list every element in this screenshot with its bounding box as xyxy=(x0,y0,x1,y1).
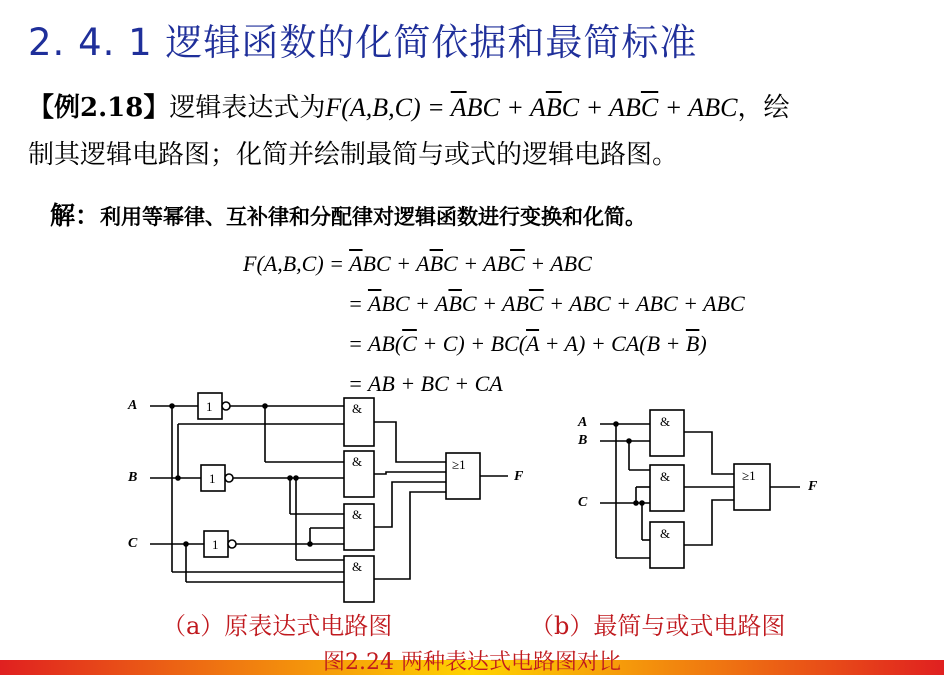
example-tag: 【例2.18】 xyxy=(28,93,170,123)
derivation-line-1: $F(A,B,C) = \overline{A}BC + A\overline{B}C + AB\overline{C}$ + ABC xyxy=(243,251,592,276)
page-title: 2. 4. 1 逻辑函数的化简依据和最简标准 xyxy=(28,21,698,64)
output-label-b: F xyxy=(808,479,818,494)
not-label-b: 1 xyxy=(209,471,216,486)
derivation-line-4: = AB + BC + CA xyxy=(348,371,503,396)
or-label-a: ≥1 xyxy=(452,457,466,472)
solution-label: 解： xyxy=(50,201,101,230)
not-label-a: 1 xyxy=(206,399,213,414)
output-label-a: F xyxy=(514,469,524,484)
or-label-b: ≥1 xyxy=(742,468,756,483)
example-expression: $F(A,B,C) = \overline{A}BC + A\overline{B}C + AB\overline{C}$ + ABC xyxy=(325,93,738,122)
figure-caption: 图2.24 两种表达式电路图对比 xyxy=(323,650,621,675)
and-label-b1: & xyxy=(660,414,671,429)
input-label-b-a: A xyxy=(578,415,588,430)
and-label-a4: & xyxy=(352,559,363,574)
input-label-b-b: B xyxy=(578,433,588,448)
example-lead: 逻辑表达式为 xyxy=(169,93,326,123)
and-label-a1: & xyxy=(352,401,363,416)
and-label-b3: & xyxy=(660,526,671,541)
and-label-a3: & xyxy=(352,507,363,522)
example-tail: ，绘 xyxy=(737,93,790,123)
input-label-b-c: C xyxy=(578,495,588,510)
derivation-line-3: = $AB(\overline{C} + C) + BC(\overline{A} + A) + CA(B + \overline{B})$ xyxy=(348,331,707,356)
caption-b: （b）最简与或式电路图 xyxy=(530,612,786,640)
input-label-a: A xyxy=(128,398,138,413)
solution-text: 利用等幂律、互补律和分配律对逻辑函数进行变换和化简。 xyxy=(100,205,647,229)
circuit-a xyxy=(150,393,508,602)
circuit-b xyxy=(600,410,800,568)
not-label-c: 1 xyxy=(212,537,219,552)
and-label-b2: & xyxy=(660,469,671,484)
input-label-b: B xyxy=(128,470,138,485)
derivation-line-2: = $\overline{A}BC + A\overline{B}C + AB\overline{C}$ + ABC + ABC + ABC xyxy=(348,291,745,316)
caption-a: （a）原表达式电路图 xyxy=(162,612,393,640)
and-label-a2: & xyxy=(352,454,363,469)
input-label-c: C xyxy=(128,536,138,551)
example-line2: 制其逻辑电路图；化简并绘制最简与或式的逻辑电路图。 xyxy=(28,140,679,170)
